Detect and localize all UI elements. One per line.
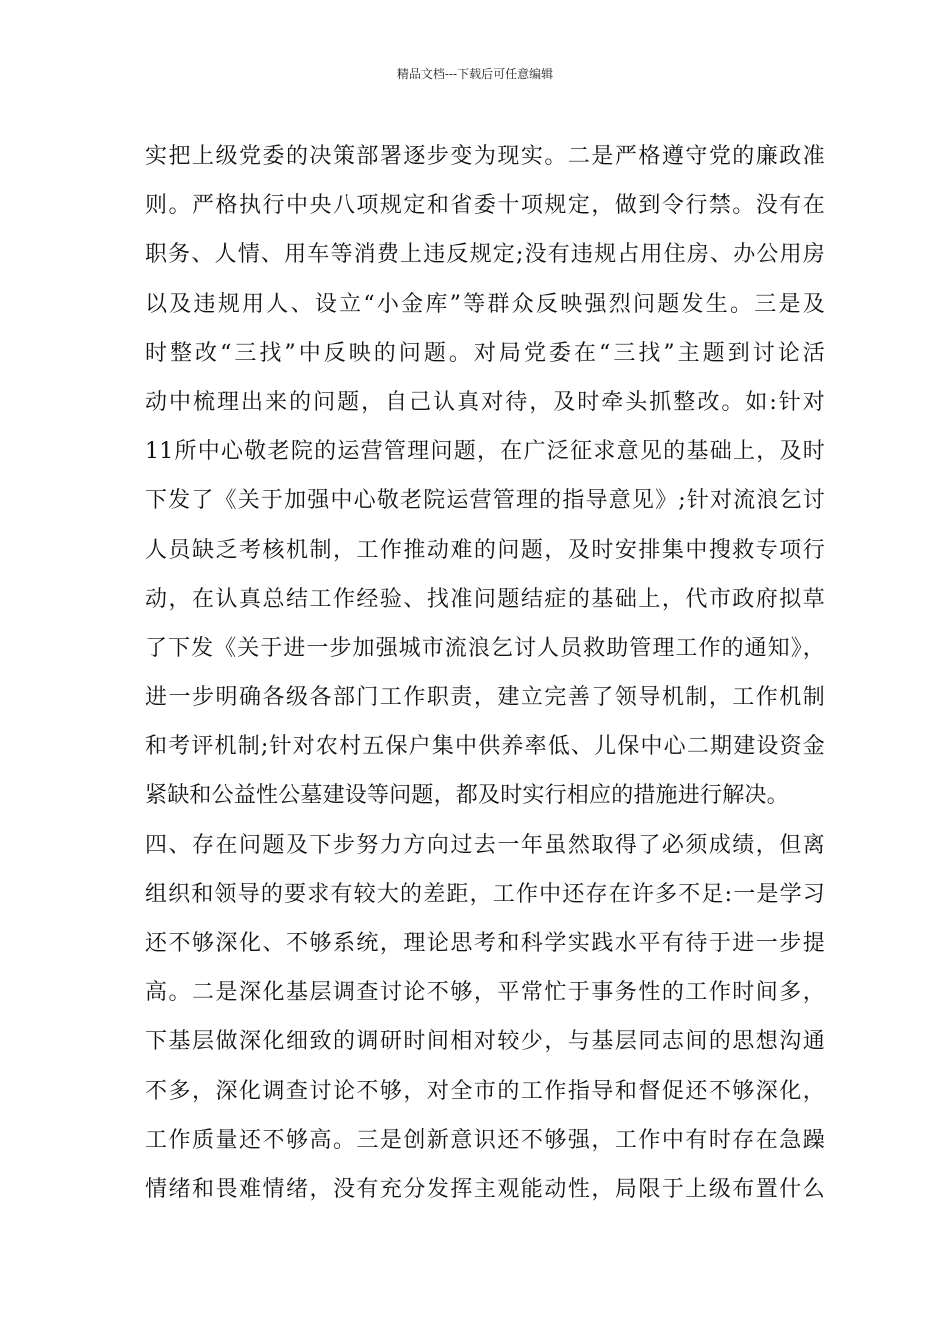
- text-line: 时整改“三找”中反映的问题。对局党委在“三找”主题到讨论活: [145, 340, 825, 366]
- body-text: [145, 132, 825, 1214]
- text-line: 和考评机制;针对农村五保户集中供养率低、儿保中心二期建设资金: [145, 734, 825, 760]
- text-line: 职务、人情、用车等消费上违反规定;没有违规占用住房、办公用房: [145, 242, 825, 268]
- text-line: 组织和领导的要求有较大的差距，工作中还存在许多不足:一是学习: [145, 881, 825, 907]
- text-line: 实把上级党委的决策部署逐步变为现实。二是严格遵守党的廉政准: [145, 144, 825, 169]
- text-line: 紧缺和公益性公墓建设等问题，都及时实行相应的措施进行解决。: [145, 783, 789, 809]
- text-line: 以及违规用人、设立“小金库”等群众反映强烈问题发生。三是及: [145, 291, 825, 317]
- page-header: 精品文档---下载后可任意编辑: [396, 67, 554, 81]
- text-line: 人员缺乏考核机制，工作推动难的问题，及时安排集中搜救专项行: [145, 537, 825, 563]
- text-line: 下基层做深化细致的调研时间相对较少，与基层同志间的思想沟通: [145, 1029, 825, 1055]
- text-line: 动中梳理出来的问题，自己认真对待，及时牵头抓整改。如:针对: [145, 389, 825, 415]
- text-line: 下发了《关于加强中心敬老院运营管理的指导意见》;针对流浪乞讨: [145, 488, 825, 514]
- text-line: 情绪和畏难情绪，没有充分发挥主观能动性，局限于上级布置什么: [145, 1176, 825, 1202]
- text-line: 还不够深化、不够系统，理论思考和科学实践水平有待于进一步提: [145, 931, 825, 956]
- text-line: 11所中心敬老院的运营管理问题，在广泛征求意见的基础上，及时: [145, 439, 825, 465]
- text-line: 进一步明确各级各部门工作职责，建立完善了领导机制，工作机制: [145, 685, 825, 711]
- text-line: 动，在认真总结工作经验、找准问题结症的基础上，代市政府拟草: [145, 586, 825, 612]
- text-line: 不多，深化调查讨论不够，对全市的工作指导和督促还不够深化，: [145, 1078, 825, 1104]
- text-line: 高。二是深化基层调查讨论不够，平常忙于事务性的工作时间多，: [145, 980, 825, 1006]
- text-line: 四、存在问题及下步努力方向过去一年虽然取得了必须成绩，但离: [145, 832, 825, 858]
- text-line: 了下发《关于进一步加强城市流浪乞讨人员救助管理工作的通知》，: [145, 635, 825, 661]
- text-line: 则。严格执行中央八项规定和省委十项规定，做到令行禁。没有在: [145, 193, 825, 219]
- text-line: 工作质量还不够高。三是创新意识还不够强，工作中有时存在急躁: [145, 1127, 825, 1153]
